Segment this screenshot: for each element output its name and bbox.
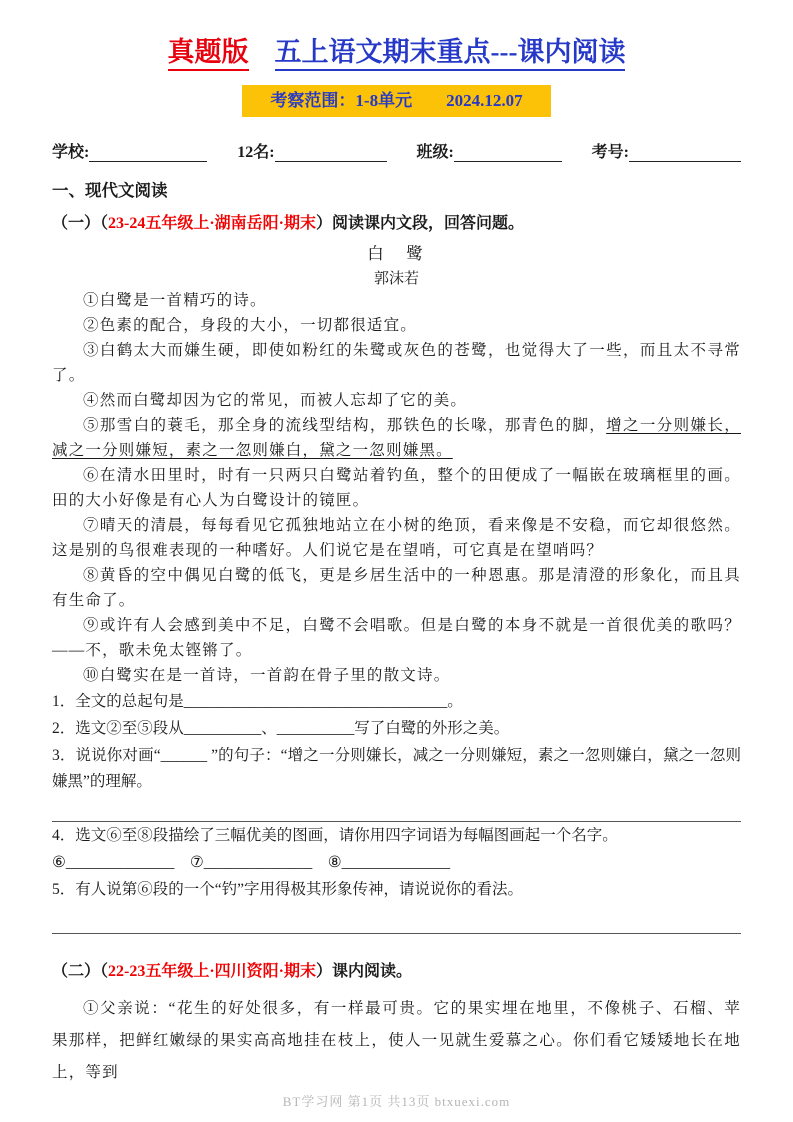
class-label: 班级: — [416, 144, 454, 162]
answer-space-2 — [52, 903, 741, 933]
name-blank — [275, 143, 387, 162]
title-main: 五上语文期末重点---课内阅读 — [275, 37, 626, 71]
section-heading-modern-reading: 一、现代文阅读 — [52, 181, 168, 201]
class-blank — [454, 143, 562, 162]
name-field — [237, 139, 386, 162]
essay-paragraph-5-plain: ⑤那雪白的蓑毛，那全身的流线型结构，那铁色的长喙，那青色的脚， — [83, 417, 607, 435]
question-4-blanks: ⑥______________ ⑦______________ ⑧______________ — [52, 854, 451, 872]
question-5: 5．有人说第⑥段的一个“钓”字用得极其形象传神，请说说你的看法。 — [52, 881, 524, 899]
title-edition-tag: 真题版 — [168, 37, 249, 71]
banner-row — [52, 85, 741, 117]
student-info-line — [52, 139, 741, 162]
essay-paragraph-6: ⑥在清水田里时，时有一只两只白鹭站着钓鱼，整个的田便成了一幅嵌在玻璃框里的画。田的大小好像是有心人为白鹭设计的镜匣。 — [52, 467, 741, 510]
part2-heading — [52, 958, 741, 981]
part2-paragraph-1: ①父亲说：“花生的好处很多，有一样最可贵。它的果实埋在地里，不像桃子、石榴、苹果那样，把鲜红嫩绿的果实高高地挂在枝上，使人一见就生爱慕之心。你们看它矮矮地长在地上，等到 — [52, 1000, 741, 1082]
essay-paragraph-2: ②色素的配合，身段的大小，一切都很适宜。 — [83, 317, 418, 335]
part2-prefix: （二）（ — [52, 963, 109, 981]
part1-heading — [52, 210, 741, 233]
essay-paragraph-7: ⑦晴天的清晨，每每看见它孤独地站立在小树的绝顶，看来像是不安稳，而它却很悠然。这是别的鸟很难表现的一种嗜好。人们说它是在望哨，可它真是在望哨吗？ — [52, 517, 741, 560]
exam-no-blank — [629, 143, 741, 162]
essay-bailu — [52, 240, 741, 688]
question-1: 1．全文的总起句是__________________________________。 — [52, 693, 463, 711]
name-label: 12名: — [237, 144, 275, 162]
page-title — [52, 36, 741, 70]
essay-paragraph-3: ③白鹤太大而嫌生硬，即使如粉红的朱鹭或灰色的苍鹭，也觉得大了一些，而且太不寻常了。 — [52, 342, 741, 385]
essay-paragraph-5-underlined: 增之一分则嫌长，减之一分则嫌短，素之一忽则嫌白，黛之一忽则嫌黑。 — [52, 417, 742, 460]
part1-suffix: ）阅读课内文段，回答问题。 — [316, 215, 525, 233]
part1-source-tag: 23-24五年级上·湖南岳阳·期末 — [108, 215, 317, 233]
essay-title: 白 鹭 — [367, 244, 426, 264]
question-3: 3．说说你对画“______ ”的句子：“增之一分则嫌长，减之一分则嫌短，素之一忽则嫌白，黛之一忽则嫌黑”的理解。 — [52, 747, 741, 791]
essay-paragraph-10: ⑩白鹭实在是一首诗，一首韵在骨子里的散文诗。 — [83, 667, 451, 685]
page-footer-watermark: BT学习网 第1页 共13页 btxuexi.com — [282, 1094, 511, 1109]
school-blank — [89, 143, 207, 162]
essay-author: 郭沫若 — [373, 271, 419, 288]
school-field — [52, 139, 207, 162]
answer-space-1 — [52, 795, 741, 821]
exam-no-field — [592, 139, 741, 162]
question-list — [52, 689, 741, 934]
answer-divider-2 — [52, 933, 741, 934]
essay-paragraph-9: ⑨或许有人会感到美中不足，白鹭不会唱歌。但是白鹭的本身不就是一首很优美的歌吗？——不，歌未免太铿锵了。 — [52, 617, 741, 660]
part2-source-tag: 22-23五年级上·四川资阳·期末 — [108, 963, 317, 981]
answer-divider-1 — [52, 821, 741, 822]
essay-paragraph-8: ⑧黄昏的空中偶见白鹭的低飞，更是乡居生活中的一种恩惠。那是清澄的形象化，而且具有生命了。 — [52, 567, 741, 610]
essay-paragraph-4: ④然而白鹭却因为它的常见，而被人忘却了它的美。 — [83, 392, 468, 410]
part1-prefix: （一）（ — [52, 215, 109, 233]
part2-suffix: ）课内阅读。 — [316, 963, 413, 981]
exam-no-label: 考号: — [591, 144, 629, 162]
essay-paragraph-5 — [52, 413, 741, 463]
exam-scope-banner: 考察范围：1-8单元 2024.12.07 — [242, 85, 550, 117]
school-label: 学校: — [52, 144, 90, 162]
question-4: 4．选文⑥至⑧段描绘了三幅优美的图画，请你用四字词语为每幅图画起一个名字。 — [52, 827, 618, 845]
class-field — [416, 139, 561, 162]
essay-paragraph-1: ①白鹭是一首精巧的诗。 — [83, 292, 267, 310]
question-2: 2．选文②至⑤段从__________、__________写了白鹭的外形之美。 — [52, 720, 510, 738]
